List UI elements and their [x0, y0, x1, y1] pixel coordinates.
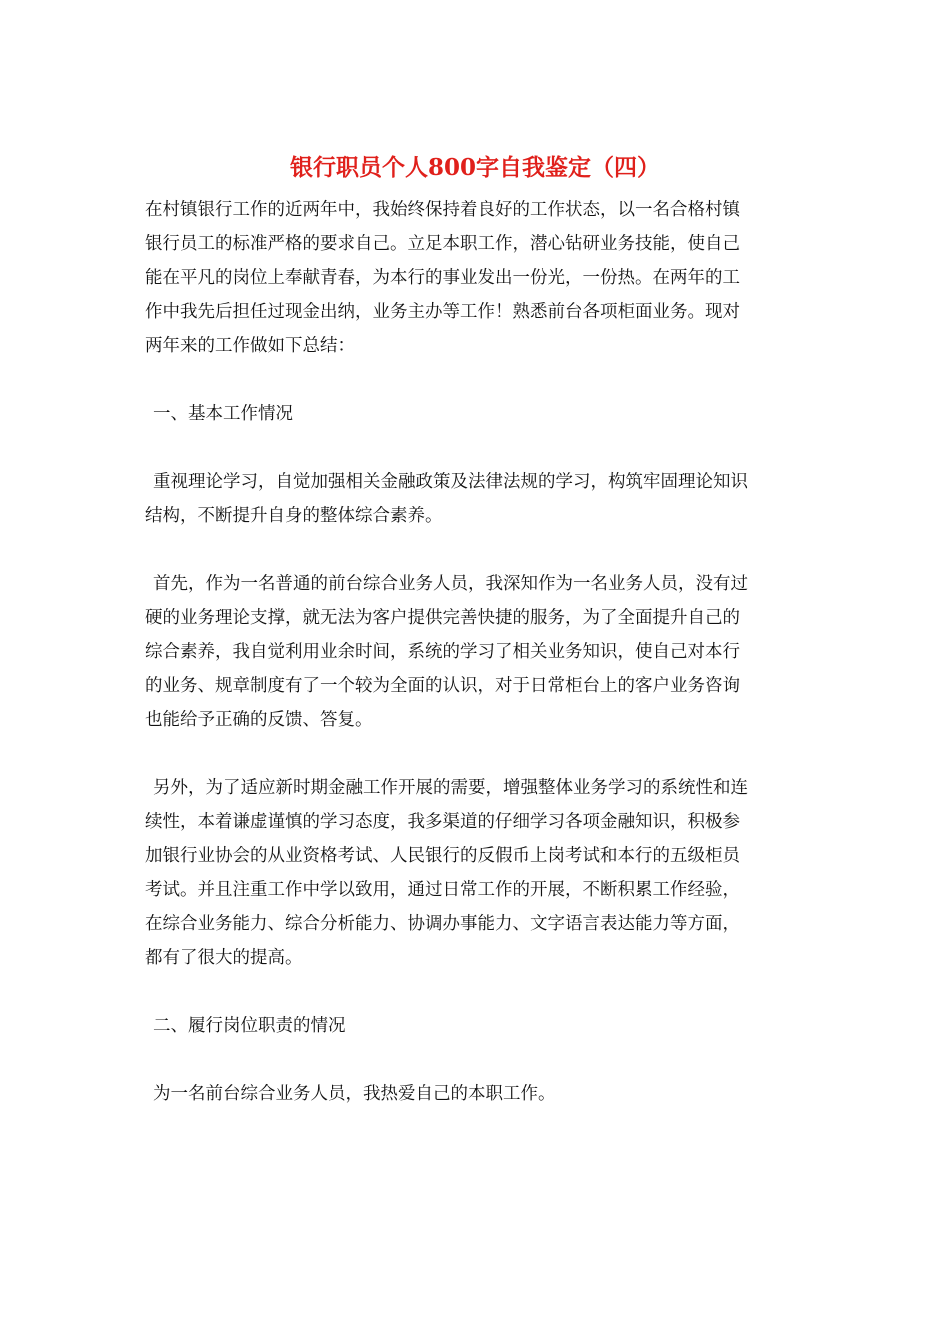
paragraph-gap	[145, 737, 807, 771]
text-line: 硬的业务理论支撑，就无法为客户提供完善快捷的服务，为了全面提升自己的	[145, 608, 740, 628]
text-line: 在村镇银行工作的近两年中，我始终保持着良好的工作状态，以一名合格村镇	[145, 200, 740, 220]
paragraph-theory	[145, 465, 807, 533]
section-heading-1	[145, 397, 807, 431]
document-body	[145, 193, 807, 1111]
text-line: 加银行业协会的从业资格考试、人民银行的反假币上岗考试和本行的五级柜员	[145, 846, 740, 866]
text-line: 在综合业务能力、综合分析能力、协调办事能力、文字语言表达能力等方面，	[145, 914, 740, 934]
paragraph-gap	[145, 533, 807, 567]
text-line: 的业务、规章制度有了一个较为全面的认识，对于日常柜台上的客户业务咨询	[145, 676, 740, 696]
heading-line: 一、基本工作情况	[153, 404, 293, 424]
document-title: 银行职员个人800字自我鉴定（四）	[289, 154, 660, 181]
paragraph-intro	[145, 193, 807, 363]
paragraph-duty	[145, 1077, 807, 1111]
text-line: 结构，不断提升自身的整体综合素养。	[145, 506, 443, 526]
text-line: 首先，作为一名普通的前台综合业务人员，我深知作为一名业务人员，没有过	[153, 574, 748, 594]
paragraph-gap	[145, 975, 807, 1009]
text-line: 两年来的工作做如下总结：	[145, 336, 355, 356]
heading-line: 二、履行岗位职责的情况	[153, 1016, 346, 1036]
text-line: 也能给予正确的反馈、答复。	[145, 710, 373, 730]
paragraph-gap	[145, 431, 807, 465]
text-line: 续性，本着谦虚谨慎的学习态度，我多渠道的仔细学习各项金融知识，积极参	[145, 812, 740, 832]
text-line: 作中我先后担任过现金出纳，业务主办等工作！熟悉前台各项柜面业务。现对	[145, 302, 740, 322]
text-line: 另外，为了适应新时期金融工作开展的需要，增强整体业务学习的系统性和连	[153, 778, 748, 798]
paragraph-gap	[145, 1043, 807, 1077]
text-line: 能在平凡的岗位上奉献青春，为本行的事业发出一份光，一份热。在两年的工	[145, 268, 740, 288]
paragraph-another	[145, 771, 807, 975]
paragraph-first	[145, 567, 807, 737]
paragraph-gap	[145, 363, 807, 397]
text-line: 考试。并且注重工作中学以致用，通过日常工作的开展，不断积累工作经验，	[145, 880, 740, 900]
text-line: 综合素养，我自觉利用业余时间，系统的学习了相关业务知识，使自己对本行	[145, 642, 740, 662]
section-heading-2	[145, 1009, 807, 1043]
text-line: 重视理论学习，自觉加强相关金融政策及法律法规的学习，构筑牢固理论知识	[153, 472, 748, 492]
text-line: 都有了很大的提高。	[145, 948, 303, 968]
text-line: 银行员工的标准严格的要求自己。立足本职工作，潜心钻研业务技能，使自己	[145, 234, 740, 254]
text-line: 为一名前台综合业务人员，我热爱自己的本职工作。	[153, 1084, 556, 1104]
